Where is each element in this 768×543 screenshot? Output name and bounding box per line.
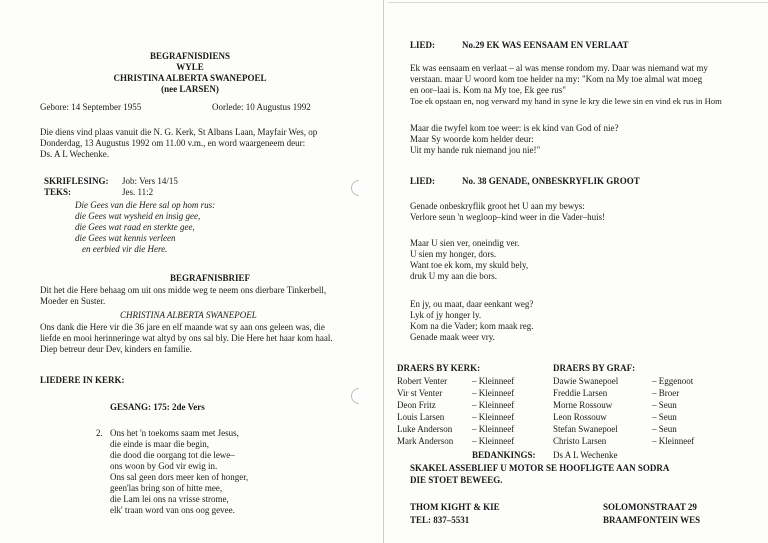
page-fold-line <box>383 0 384 543</box>
bearer-relation: – Broer <box>652 388 680 398</box>
hymn-line: die Lam lei ons na vrisse strome, <box>110 494 229 504</box>
scripture-verse-line: Die Gees van die Here sal op hom rus: <box>75 200 216 210</box>
maiden-name: (nee LARSEN) <box>161 84 219 94</box>
undertaker-address: BRAAMFONTEIN WES <box>603 515 701 525</box>
lied1-label: LIED: <box>410 40 436 50</box>
bearer-relation: – Kleinneef <box>652 436 695 446</box>
draers-graf-heading: DRAERS BY GRAF: <box>553 363 636 373</box>
lied2-line: Genade onbeskryflik groot het U aan my bewys: <box>410 201 585 211</box>
hymn-number: 2. <box>96 428 103 438</box>
notice-line: SKAKEL ASSEBLIEF U MOTOR SE HOOFLIGTE AAN SODRA <box>410 463 670 473</box>
scripture-verse-line: die Gees wat kennis verleen <box>75 233 176 243</box>
bearer-name: Mark Anderson <box>397 436 454 446</box>
lied2-line: Maar U sien ver, oneindig ver. <box>410 238 520 248</box>
punch-hole-mark <box>351 388 367 404</box>
lied1-line: Ek was eensaam en verlaat – al was mense rondom my. Daar was niemand wat my <box>410 63 708 73</box>
notice-line: DIE STOET BEWEEG. <box>410 475 503 485</box>
bearer-name: Luke Anderson <box>397 424 453 434</box>
deceased-name: CHRISTINA ALBERTA SWANEPOEL <box>113 73 267 83</box>
lied1-title: No.29 EK WAS EENSAAM EN VERLAAT <box>462 40 629 50</box>
hymn-line: ons woon by God vir ewig in. <box>110 461 218 471</box>
brief-heading: BEGRAFNISBRIEF <box>169 273 250 283</box>
bedankings-value: Ds A L Wechenke <box>553 450 618 460</box>
lied2-line: Lyk of jy honger ly. <box>410 310 482 320</box>
hymn-line: die einde is maar die begin, <box>110 439 209 449</box>
lied2-line: U sien my honger, dors. <box>410 249 497 259</box>
bearer-name: Robert Venter <box>397 376 448 386</box>
bearer-name: Christo Larsen <box>553 436 607 446</box>
draers-kerk-heading: DRAERS BY KERK: <box>397 363 481 373</box>
brief-line: liefde en mooi herinneringe wat altyd by ons sal bly. Die Here het haar kom haal. <box>40 333 333 343</box>
brief-line: Diep betreur deur Dev, kinders en familie. <box>40 344 192 354</box>
lied2-line: Kom na die Vader; kom maak reg. <box>410 321 534 331</box>
lied2-title: No. 38 GENADE, ONBESKRYFLIK GROOT <box>462 176 640 186</box>
lied1-line: verstaan. maar U woord kom toe helder na my: "Kom na My toe almal wat moeg <box>410 74 703 84</box>
lied2-line: Want toe ek kom, my skuld bely, <box>410 260 529 270</box>
bearer-name: Morne Rossouw <box>553 400 613 410</box>
bearer-name: Dawie Swanepoel <box>553 376 619 386</box>
lied1-line: Toe ek opstaan en, nog verward my hand in syne le kry die lewe sin en vind ek rus in Hom <box>410 96 722 106</box>
death-date: Oorlede: 10 Augustus 1992 <box>212 102 311 112</box>
skriflesing-value: Job: Vers 14/15 <box>122 176 178 186</box>
lied2-label: LIED: <box>410 176 436 186</box>
bearer-relation: – Kleinneef <box>472 388 515 398</box>
punch-hole-mark <box>351 180 367 196</box>
scan-edge-line <box>388 2 768 3</box>
program-title: BEGRAFNISDIENS <box>149 51 231 61</box>
brief-name: CHRISTINA ALBERTA SWANEPOEL <box>120 310 257 320</box>
bearer-name: Stefan Swanepoel <box>553 424 618 434</box>
undertaker-address: SOLOMONSTRAAT 29 <box>603 502 697 512</box>
bearer-relation: – Kleinneef <box>472 400 515 410</box>
lied2-line: Genade maak weer vry. <box>410 332 495 342</box>
bearer-relation: – Kleinneef <box>472 436 515 446</box>
program-subtitle: WYLE <box>176 62 204 72</box>
liedere-heading: LIEDERE IN KERK: <box>40 375 125 385</box>
hymn-line: elk' traan word van ons oog gevee. <box>110 505 235 515</box>
lied1-line: en oor–laai is. Kom na My toe, Ek gee rus" <box>410 85 566 95</box>
bearer-relation: – Kleinneef <box>472 376 515 386</box>
scripture-verse-line: en eerbied vir die Here. <box>82 244 168 254</box>
bearer-name: Freddie Larsen <box>553 388 608 398</box>
bearer-relation: – Kleinneef <box>472 424 515 434</box>
teks-value: Jes. 11:2 <box>122 187 154 197</box>
undertaker-name: THOM KIGHT & KIE <box>410 502 500 512</box>
service-info-line: Die diens vind plaas vanuit die N. G. Kerk, St Albans Laan, Mayfair Wes, op <box>40 127 318 137</box>
service-info-line: Ds. A L Wechenke. <box>40 149 110 159</box>
bearer-relation: – Eggenoot <box>652 376 694 386</box>
bearer-name: Deon Fritz <box>397 400 436 410</box>
hymn-line: die dood die oorgang tot die lewe– <box>110 450 235 460</box>
brief-line: Moeder en Suster. <box>40 296 106 306</box>
scripture-verse-line: die Gees wat wysheid en insig gee, <box>75 211 201 221</box>
lied2-line: druk U my aan die bors. <box>410 271 497 281</box>
lied2-line: Verlore seun 'n wegloop–kind weer in die Vader–huis! <box>410 212 606 222</box>
birth-date: Gebore: 14 September 1955 <box>40 102 142 112</box>
gesang-heading: GESANG: 175: 2de Vers <box>110 402 205 412</box>
bearer-relation: – Seun <box>652 424 677 434</box>
hymn-line: geen'las bring son of hitte mee, <box>110 483 223 493</box>
bearer-name: Leon Rossouw <box>553 412 607 422</box>
bearer-relation: – Kleinneef <box>472 412 515 422</box>
bedankings-label: BEDANKINGS: <box>472 450 536 460</box>
brief-line: Ons dank die Here vir die 36 jare en elf maande wat sy aan ons geleen was, die <box>40 322 325 332</box>
hymn-line: Ons het 'n toekoms saam met Jesus, <box>110 428 239 438</box>
bearer-name: Louis Larsen <box>397 412 445 422</box>
hymn-line: Ons sal geen dors meer ken of honger, <box>110 472 249 482</box>
bearer-name: Vir st Venter <box>397 388 443 398</box>
service-info-line: Donderdag, 13 Augustus 1992 om 11.00 v.m., en word waargeneem deur: <box>40 138 306 148</box>
lied1-line: Uit my hande ruk niemand jou nie!" <box>410 145 541 155</box>
lied1-line: Maar Sy woorde kom helder deur: <box>410 134 534 144</box>
brief-line: Dit het die Here behaag om uit ons midde weg te neem ons dierbare Tinkerbell, <box>40 285 327 295</box>
undertaker-phone: TEL: 837–5531 <box>410 515 470 525</box>
skriflesing-label: SKRIFLESING: <box>44 176 109 186</box>
lied1-line: Maar die twyfel kom toe weer: is ek kind van God of nie? <box>410 123 619 133</box>
bearer-relation: – Seun <box>652 412 677 422</box>
teks-label: TEKS: <box>44 187 72 197</box>
scripture-verse-line: die Gees wat raad en sterkte gee, <box>75 222 195 232</box>
bearer-relation: – Seun <box>652 400 677 410</box>
lied2-line: En jy, ou maat, daar eenkant weg? <box>410 299 534 309</box>
